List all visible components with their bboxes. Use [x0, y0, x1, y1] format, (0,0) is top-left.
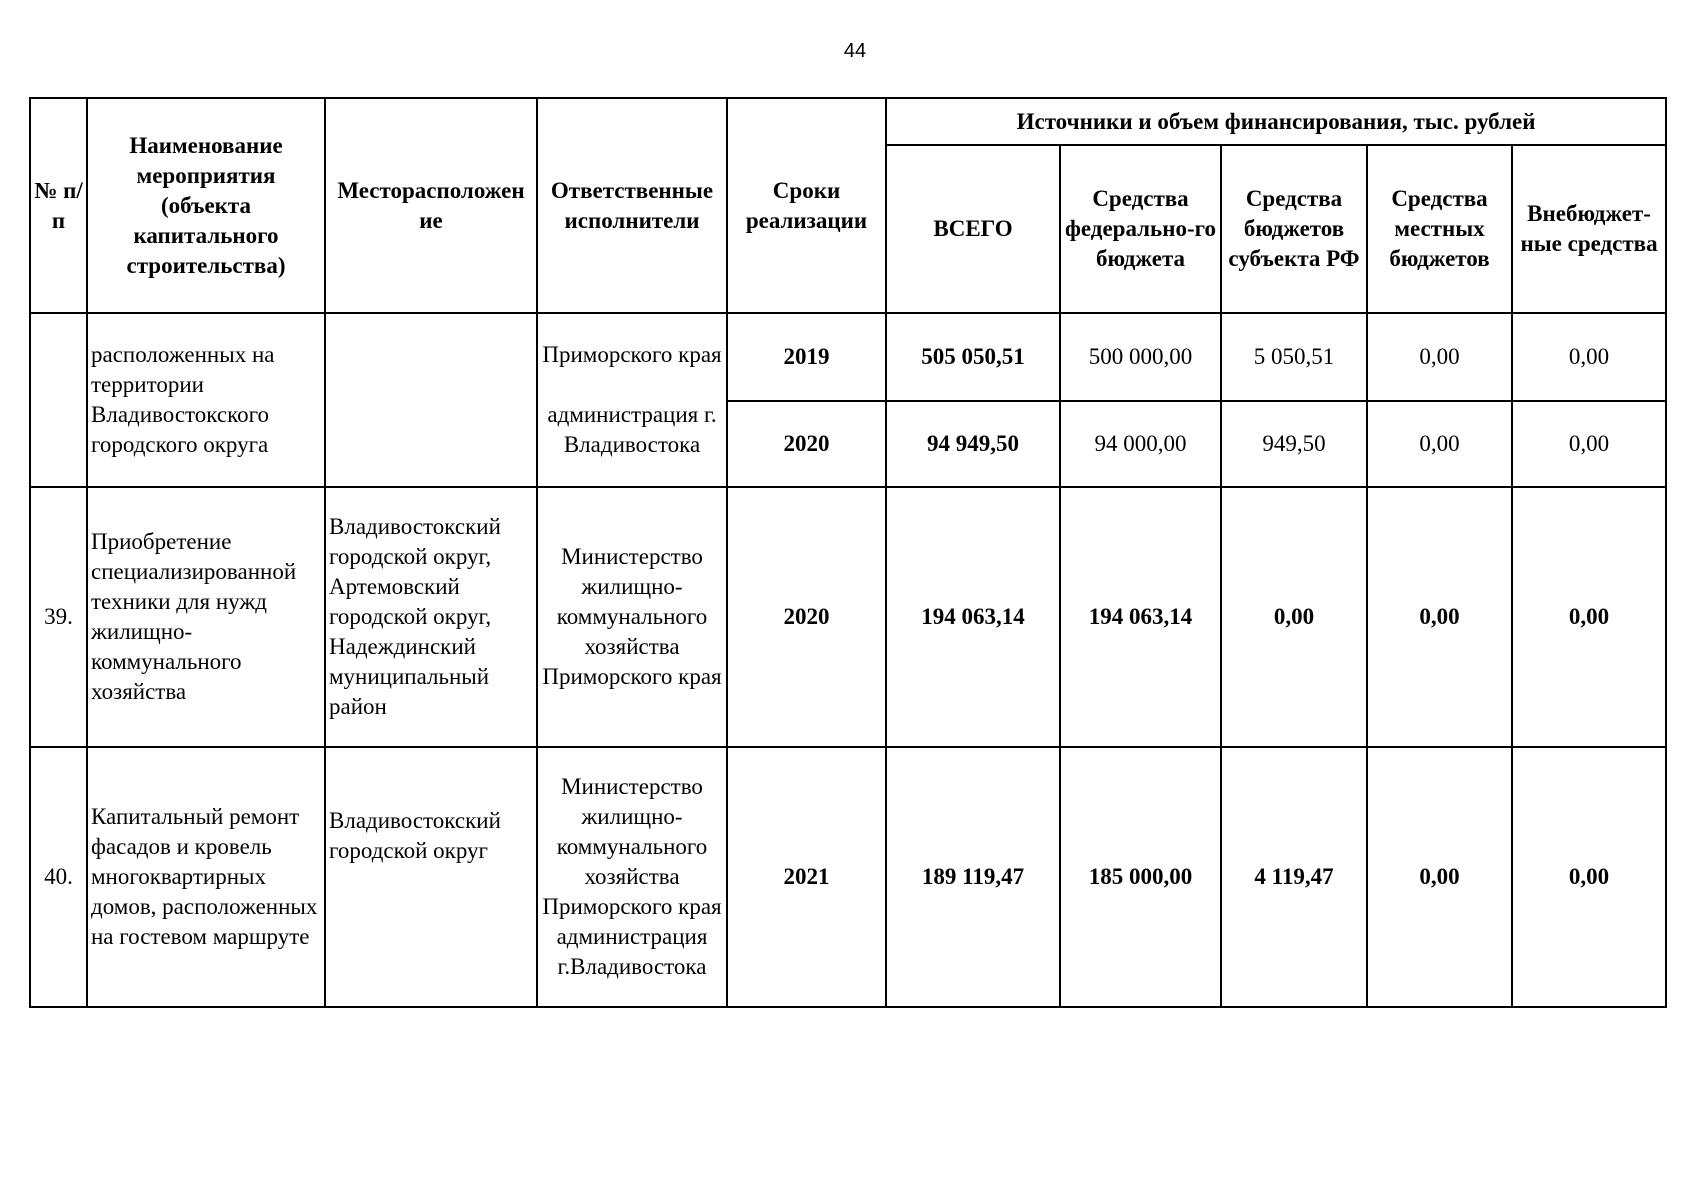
header-location: Месторасположен ие	[325, 98, 537, 313]
table-header-row	[30, 98, 1666, 145]
row-regional: 4 119,47	[1221, 747, 1367, 1007]
row-year: 2020	[727, 487, 886, 747]
row-regional: 5 050,51	[1221, 313, 1367, 401]
row-name: расположенных на территории Владивостокского городского округа	[87, 313, 325, 487]
row-location	[325, 313, 537, 487]
row-location: Владивостокский городской округ, Артемовский городской округ, Надеждинский муниципальный район	[325, 487, 537, 747]
row-local: 0,00	[1367, 487, 1512, 747]
row-name: Приобретение специализированной техники для нужд жилищно-коммунального хозяйства	[87, 487, 325, 747]
funding-table	[29, 97, 1667, 1008]
row-responsible: Министерство жилищно-коммунального хозяйства Приморского края	[537, 487, 727, 747]
header-name: Наименование мероприятия (объекта капитального строительства)	[87, 98, 325, 313]
row-extrabudget: 0,00	[1512, 401, 1666, 487]
page-number: 44	[843, 40, 867, 62]
row-extrabudget: 0,00	[1512, 313, 1666, 401]
row-total: 189 119,47	[886, 747, 1060, 1007]
row-no: 40.	[30, 747, 87, 1007]
row-total: 194 063,14	[886, 487, 1060, 747]
row-extrabudget: 0,00	[1512, 487, 1666, 747]
row-local: 0,00	[1367, 313, 1512, 401]
row-local: 0,00	[1367, 747, 1512, 1007]
row-federal: 94 000,00	[1060, 401, 1221, 487]
header-regional: Средства бюджетов субъекта РФ	[1221, 145, 1367, 313]
row-regional: 0,00	[1221, 487, 1367, 747]
table-row	[30, 487, 1666, 747]
row-location: Владивостокский городской округ	[325, 747, 537, 1007]
row-year: 2019	[727, 313, 886, 401]
row-extrabudget: 0,00	[1512, 747, 1666, 1007]
row-total: 505 050,51	[886, 313, 1060, 401]
row-federal: 194 063,14	[1060, 487, 1221, 747]
row-local: 0,00	[1367, 401, 1512, 487]
row-no: 39.	[30, 487, 87, 747]
row-year: 2021	[727, 747, 886, 1007]
table-row	[30, 313, 1666, 401]
header-local: Средства местных бюджетов	[1367, 145, 1512, 313]
row-federal: 500 000,00	[1060, 313, 1221, 401]
header-no: № п/п	[30, 98, 87, 313]
spacer	[541, 370, 723, 400]
row-regional: 949,50	[1221, 401, 1367, 487]
row-federal: 185 000,00	[1060, 747, 1221, 1007]
row-no	[30, 313, 87, 487]
row-responsible: Министерство жилищно-коммунального хозяйства Приморского края администрация г.Владивостока	[537, 747, 727, 1007]
row-responsible	[537, 313, 727, 487]
row-year: 2020	[727, 401, 886, 487]
table-row	[30, 747, 1666, 1007]
header-extrabudget: Внебюджет-ные средства	[1512, 145, 1666, 313]
row-total: 94 949,50	[886, 401, 1060, 487]
header-total: ВСЕГО	[886, 145, 1060, 313]
row-responsible-part2: администрация г. Владивостока	[547, 402, 717, 457]
row-name: Капитальный ремонт фасадов и кровель многоквартирных домов, расположенных на гостевом маршруте	[87, 747, 325, 1007]
header-funding-group: Источники и объем финансирования, тыс. рублей	[886, 98, 1666, 145]
header-period: Сроки реализации	[727, 98, 886, 313]
row-responsible-part1: Приморского края	[542, 342, 722, 367]
header-federal: Средства федерально-го бюджета	[1060, 145, 1221, 313]
header-responsible: Ответственные исполнители	[537, 98, 727, 313]
